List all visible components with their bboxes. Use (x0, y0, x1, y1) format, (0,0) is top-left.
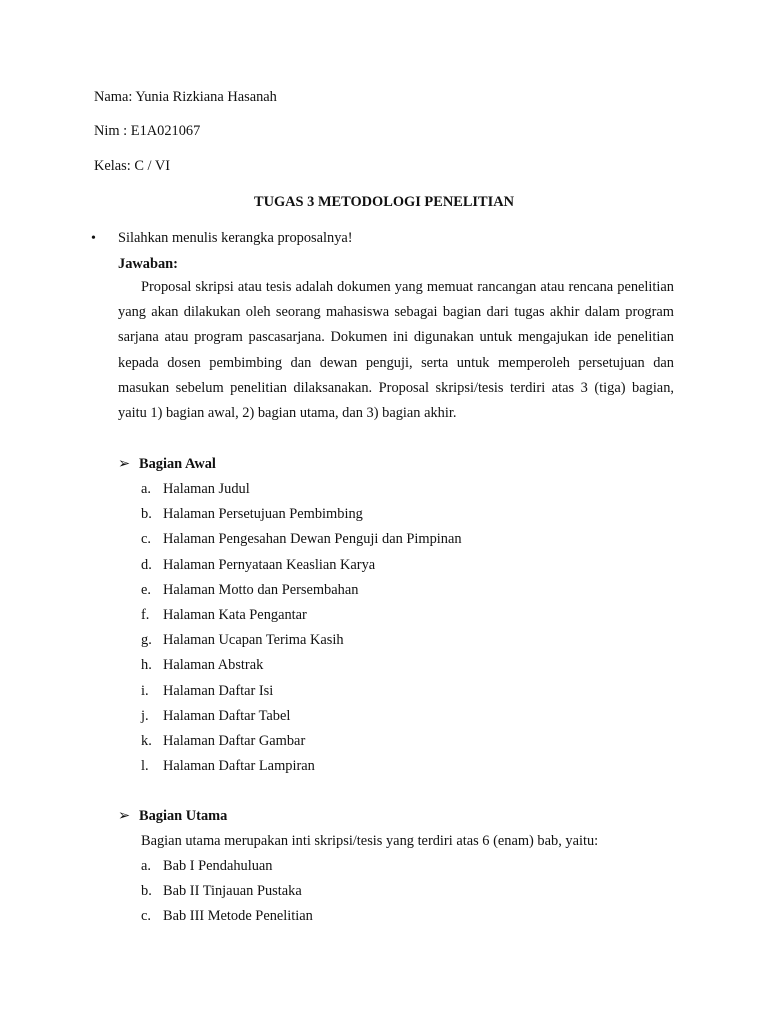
list-marker: e. (141, 581, 151, 598)
list-item-text: Halaman Pengesahan Dewan Penguji dan Pimpinan (163, 531, 462, 548)
list-item (141, 505, 363, 523)
list-marker: h. (141, 657, 152, 674)
list-item-text: Halaman Abstrak (163, 657, 264, 674)
list-item (141, 480, 250, 498)
list-marker: l. (141, 758, 149, 775)
list-item-text: Halaman Pernyataan Keaslian Karya (163, 556, 376, 573)
list-item (141, 707, 290, 725)
list-marker: g. (141, 632, 152, 649)
list-item-text: Halaman Daftar Gambar (163, 733, 306, 749)
list-marker: c. (141, 531, 151, 548)
list-item (141, 757, 315, 775)
list-item (141, 631, 344, 649)
document-title: TUGAS 3 METODOLOGI PENELITIAN (253, 194, 514, 210)
section-heading-bagian-awal (118, 455, 216, 473)
list-item-text: Halaman Daftar Isi (163, 682, 274, 699)
list-marker: c. (141, 908, 151, 925)
list-marker: i. (141, 682, 149, 699)
list-marker: b. (141, 883, 152, 900)
list-item (141, 907, 313, 925)
student-class: Kelas: C / VI (94, 158, 171, 174)
list-marker: j. (141, 707, 149, 724)
arrow-bullet-icon: ➢ (118, 456, 131, 472)
list-item (141, 682, 273, 700)
list-item-text: Halaman Judul (163, 481, 250, 497)
list-item-text: Halaman Daftar Lampiran (163, 758, 315, 775)
list-marker: a. (141, 481, 151, 497)
question-text: Silahkan menulis kerangka proposalnya! (118, 230, 353, 246)
list-item (141, 606, 307, 624)
list-item-text: Halaman Daftar Tabel (163, 707, 291, 724)
list-item-text: Bab III Metode Penelitian (163, 908, 313, 925)
answer-label: Jawaban: (118, 256, 178, 272)
list-marker: a. (141, 858, 151, 874)
arrow-bullet-icon: ➢ (118, 808, 131, 824)
list-item-text: Bab II Tinjauan Pustaka (163, 883, 302, 900)
list-item-text: Halaman Kata Pengantar (163, 607, 307, 623)
section-title: Bagian Awal (139, 456, 216, 472)
section-title: Bagian Utama (139, 808, 228, 824)
list-item-text: Halaman Persetujuan Pembimbing (163, 506, 363, 523)
list-item-text: Bab I Pendahuluan (163, 858, 273, 874)
bagian-utama-intro: Bagian utama merupakan inti skripsi/tesis yang terdiri atas 6 (enam) bab, yaitu: (141, 833, 599, 849)
list-item (141, 656, 263, 674)
list-item-text: Halaman Motto dan Persembahan (163, 581, 359, 598)
list-marker: d. (141, 556, 152, 573)
bullet-dot-icon: • (91, 231, 96, 246)
list-item-text: Halaman Ucapan Terima Kasih (163, 632, 344, 649)
list-marker: f. (141, 607, 150, 623)
answer-paragraph: Proposal skripsi atau tesis adalah dokumen yang memuat rancangan atau rencana penelitian yang akan dilakukan oleh seorang mahasiswa sebagai bagian dari tugas akhir dalam program sarjana atau program pascasarjana. Dokumen ini digunakan untuk mengajukan ide penelitian kepada dosen pembimbing dan dewan penguji, serta untuk memperoleh persetujuan dan masukan sebelum penelitian dilaksanakan. Proposal skripsi/tesis terdiri atas 3 (tiga) bagian, yaitu 1) bagian awal, 2) bagian utama, dan 3) bagian akhir. (118, 279, 674, 422)
list-item (141, 530, 462, 548)
section-heading-bagian-utama (118, 807, 227, 825)
list-item (141, 857, 273, 875)
student-nim: Nim : E1A021067 (94, 123, 201, 139)
list-item (141, 732, 305, 750)
list-marker: k. (141, 733, 152, 749)
list-item (141, 882, 302, 900)
student-name: Nama: Yunia Rizkiana Hasanah (94, 89, 277, 105)
list-item (141, 556, 375, 574)
list-marker: b. (141, 506, 152, 523)
list-item (141, 581, 358, 599)
